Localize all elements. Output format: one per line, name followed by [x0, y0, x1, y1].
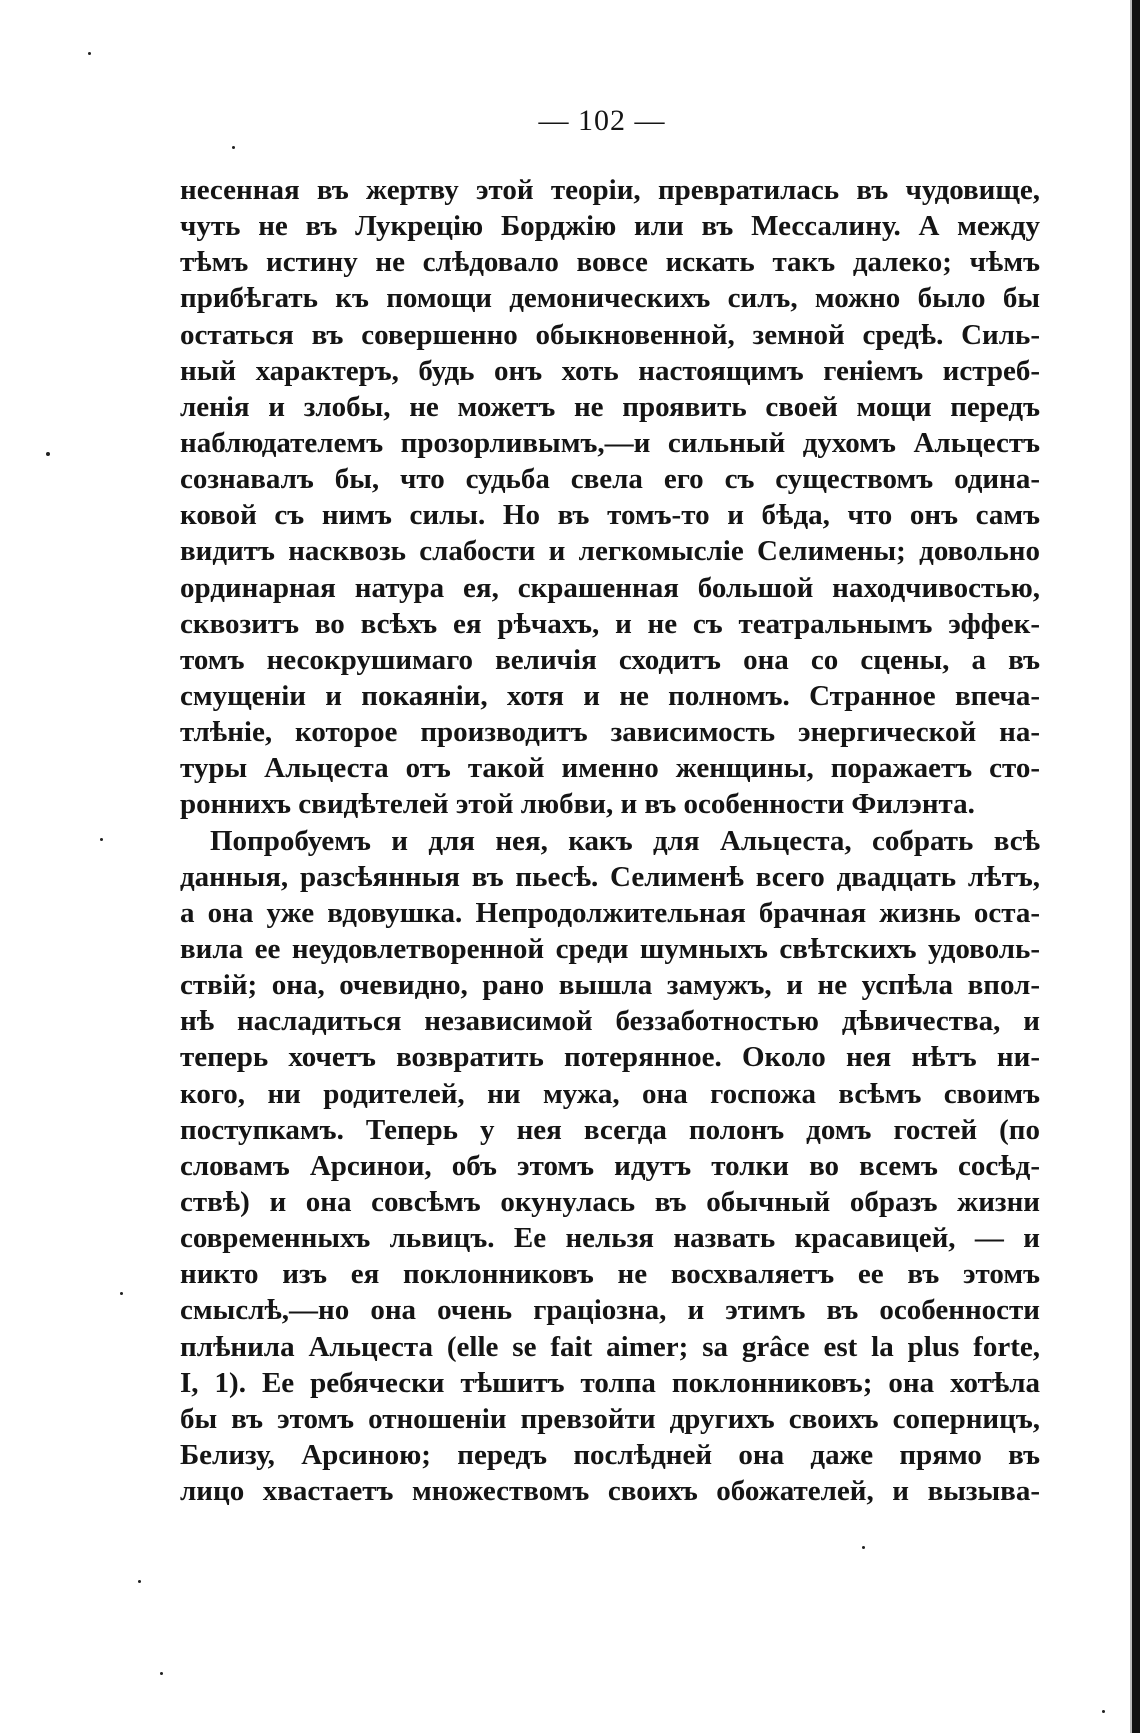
text-line: современныхъ львицъ. Ее нельзя назвать красавицей, — и [180, 1222, 1040, 1255]
text-line: остаться въ совершенно обыкновенной, земной средѣ. Силь- [180, 318, 1040, 351]
text-line: ординарная натура ея, скрашенная большой находчивостью, [180, 571, 1040, 604]
text-line: кого, ни родителей, ни мужа, она госпожа всѣмъ своимъ [180, 1077, 1040, 1110]
text-line: теперь хочетъ возвратить потерянное. Около нея нѣтъ ни- [180, 1041, 1040, 1074]
text-line: ствій; она, очевидно, рано вышла замужъ, и не успѣла впол- [180, 969, 1040, 1002]
text-line: сознавалъ бы, что судьба свела его съ существомъ одина- [180, 463, 1040, 496]
scan-speck [46, 452, 50, 456]
text-line: вила ее неудовлетворенной среди шумныхъ свѣтскихъ удоволь- [180, 932, 1040, 965]
text-line: а она уже вдовушка. Непродолжительная брачная жизнь оста- [180, 896, 1040, 929]
scan-speck [120, 1292, 123, 1295]
text-line: бы въ этомъ отношеніи превзойти другихъ своихъ соперницъ, [180, 1402, 1040, 1435]
text-line: сквозитъ во всѣхъ ея рѣчахъ, и не съ театральнымъ эффек- [180, 607, 1040, 640]
text-line: чуть не въ Лукрецію Борджію или въ Мессалину. А между [180, 210, 1040, 243]
text-line: никто изъ ея поклонниковъ не восхваляетъ ее въ этомъ [180, 1258, 1040, 1291]
text-line: данныя, разсѣянныя въ пьесѣ. Селименѣ всего двадцать лѣтъ, [180, 860, 1040, 893]
text-line: плѣнила Альцеста (elle se fait aimer; sa grâce est la plus forte, [180, 1330, 1040, 1363]
text-line: нѣ насладиться независимой беззаботностью дѣвичества, и [180, 1005, 1040, 1038]
text-line: смущеніи и покаяніи, хотя и не полномъ. Странное впеча- [180, 679, 1040, 712]
text-line: ный характеръ, будь онъ хоть настоящимъ геніемъ истреб- [180, 354, 1040, 387]
text-line: I, 1). Ее ребячески тѣшитъ толпа поклонниковъ; она хотѣла [180, 1366, 1040, 1399]
text-line: роннихъ свидѣтелей этой любви, и въ особенности Филэнта. [180, 788, 975, 821]
body-text [180, 172, 1040, 1509]
text-line: Белизу, Арсиною; передъ послѣдней она даже прямо въ [180, 1438, 1040, 1471]
scan-speck [862, 1546, 865, 1549]
text-line: прибѣгать къ помощи демоническихъ силъ, можно было бы [180, 282, 1040, 315]
text-line: ленія и злобы, не можетъ не проявить своей мощи передъ [180, 390, 1040, 423]
text-line: лицо хвастаетъ множествомъ своихъ обожателей, и вызыва- [180, 1475, 1040, 1508]
text-line: туры Альцеста отъ такой именно женщины, поражаетъ сто- [180, 752, 1040, 785]
scan-speck [1102, 1710, 1105, 1713]
scan-speck [88, 52, 91, 55]
page-edge [1132, 0, 1140, 1733]
scan-speck [100, 838, 103, 841]
text-line: тѣмъ истину не слѣдовало вовсе искать такъ далеко; чѣмъ [180, 246, 1040, 279]
text-line: наблюдателемъ прозорливымъ,—и сильный духомъ Альцестъ [180, 426, 1040, 459]
text-line: ковой съ нимъ силы. Но въ томъ-то и бѣда, что онъ самъ [180, 499, 1040, 532]
text-line: тлѣніе, которое производитъ зависимость энергической на- [180, 716, 1040, 749]
text-line: ствѣ) и она совсѣмъ окунулась въ обычный образъ жизни [180, 1185, 1040, 1218]
scan-speck [138, 1580, 141, 1583]
text-line: видитъ насквозь слабости и легкомысліе Селимены; довольно [180, 535, 1040, 568]
text-line: словамъ Арсинои, объ этомъ идутъ толки во всемъ сосѣд- [180, 1149, 1040, 1182]
page-number: — 102 — [538, 104, 666, 137]
scan-speck [232, 146, 235, 149]
paragraph-start-line: Попробуемъ и для нея, какъ для Альцеста, собрать всѣ [210, 824, 1040, 857]
text-line: смыслѣ,—но она очень граціозна, и этимъ въ особенности [180, 1294, 1040, 1327]
scan-speck [160, 1672, 163, 1675]
text-line: томъ несокрушимаго величія сходитъ она со сцены, а въ [180, 643, 1040, 676]
text-line: несенная въ жертву этой теоріи, превратилась въ чудовище, [180, 174, 1040, 206]
text-line: поступкамъ. Теперь у нея всегда полонъ домъ гостей (по [180, 1113, 1040, 1146]
